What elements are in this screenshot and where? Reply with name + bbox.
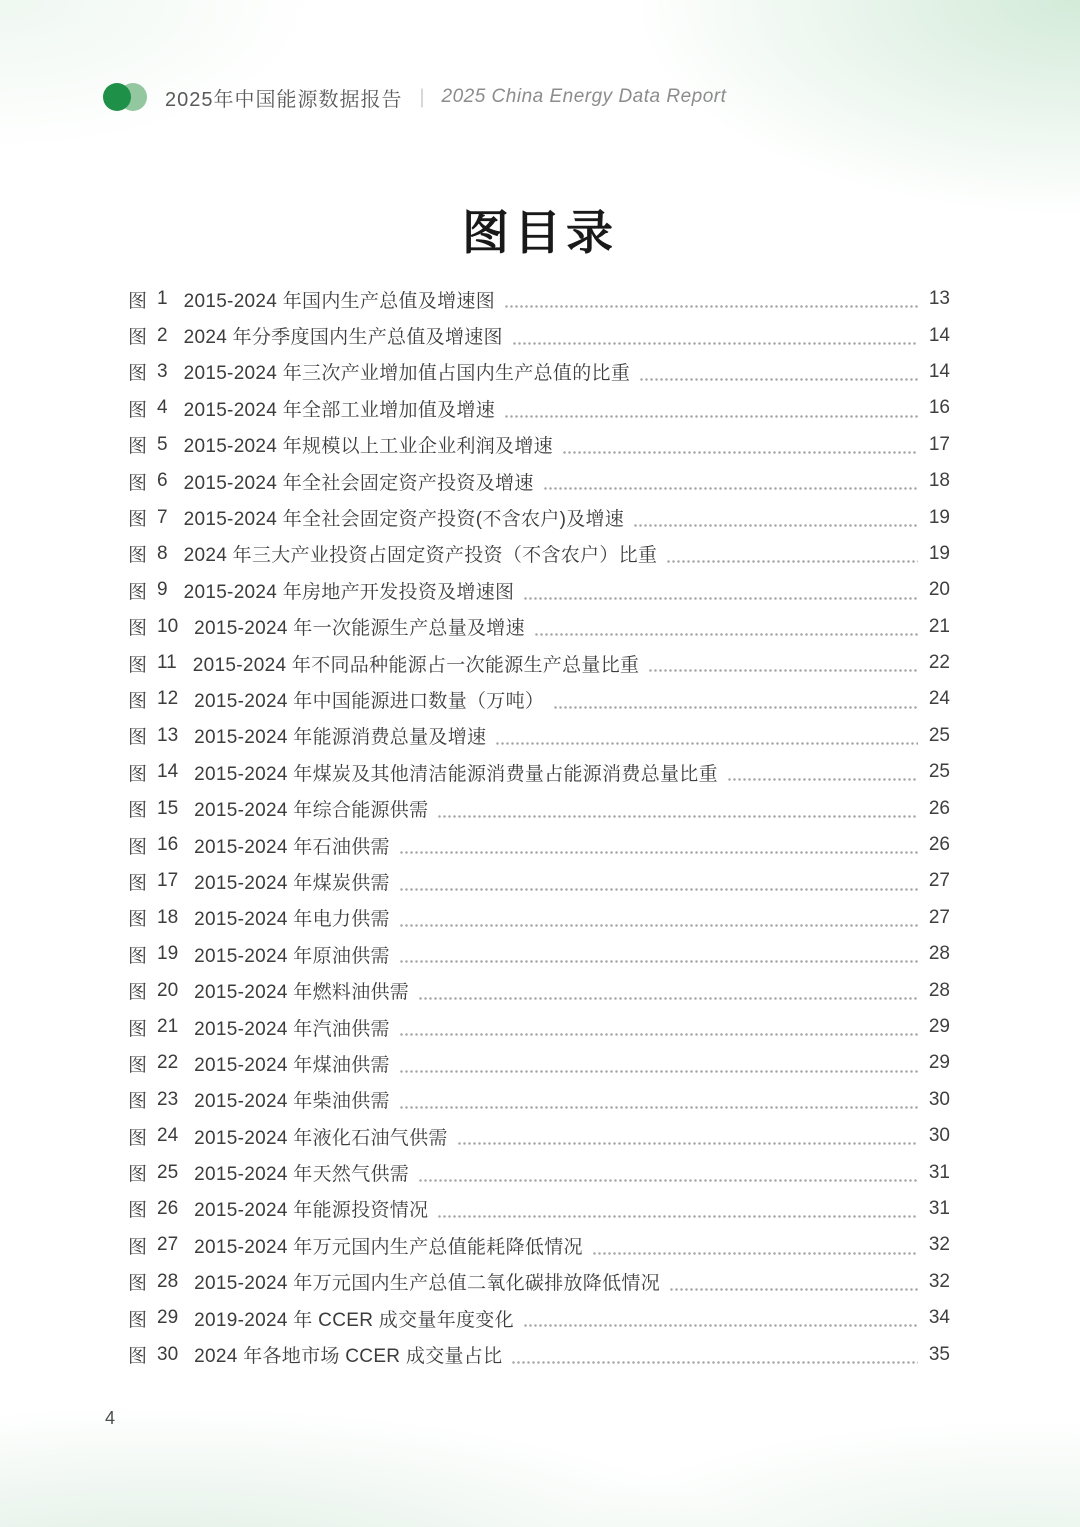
toc-entry-page: 19: [928, 542, 950, 564]
report-title-zh: 2025年中国能源数据报告: [165, 88, 403, 111]
toc-dot-leader: [390, 863, 922, 899]
toc-entry-page: 31: [928, 1161, 950, 1183]
toc-entry-title: 2024 年三大产业投资占固定资产投资（不含农户）比重: [183, 545, 658, 567]
toc-entry[interactable]: [128, 1300, 950, 1336]
toc-entry-number: 17: [157, 870, 179, 892]
toc-entry-page: 30: [928, 1125, 950, 1147]
toc-entry[interactable]: [128, 1336, 950, 1372]
toc-entry[interactable]: [128, 390, 950, 426]
toc-dot-leader: [657, 536, 922, 572]
toc-entry-prefix: 图: [128, 472, 148, 494]
toc-entry-number: 27: [157, 1234, 179, 1256]
toc-entry-title: 2015-2024 年一次能源生产总量及增速: [194, 618, 525, 640]
toc-entry[interactable]: [128, 463, 950, 499]
toc-dot-leader: [583, 1227, 922, 1263]
toc-entry-title: 2024 年分季度国内生产总值及增速图: [183, 327, 503, 349]
toc-entry-page: 14: [928, 360, 950, 382]
toc-entry-page: 19: [928, 506, 950, 528]
toc-entry-page: 27: [928, 906, 950, 928]
toc-entry-title: 2015-2024 年三次产业增加值占国内生产总值的比重: [183, 363, 631, 385]
toc-entry-title: 2015-2024 年煤炭供需: [194, 872, 390, 894]
toc-entry-page: 14: [928, 324, 950, 346]
toc-entry-prefix: 图: [128, 800, 148, 822]
toc-entry-page: 35: [928, 1343, 950, 1365]
toc-entry-page: 31: [928, 1197, 950, 1219]
toc-dot-leader: [514, 572, 922, 608]
toc-entry-page: 27: [928, 870, 950, 892]
toc-entry-number: 26: [157, 1197, 179, 1219]
toc-dot-leader: [630, 354, 922, 390]
toc-entry-page: 24: [928, 688, 950, 710]
toc-entry-number: 25: [157, 1161, 179, 1183]
brand-logo-icon: [103, 82, 149, 112]
toc-dot-leader: [718, 754, 922, 790]
toc-entry-number: 2: [157, 324, 168, 346]
toc-dot-leader: [409, 1154, 922, 1190]
toc-entry-prefix: 图: [128, 1164, 148, 1186]
toc-dot-leader: [390, 1009, 922, 1045]
toc-dot-leader: [390, 827, 922, 863]
toc-entry-prefix: 图: [128, 945, 148, 967]
toc-entry-title: 2015-2024 年规模以上工业企业利润及增速: [183, 436, 553, 458]
toc-entry-prefix: 图: [128, 399, 148, 421]
toc-entry-prefix: 图: [128, 1346, 148, 1368]
toc-entry-page: 29: [928, 1052, 950, 1074]
report-title-en: 2025 China Energy Data Report: [441, 86, 727, 107]
toc-entry-title: 2015-2024 年液化石油气供需: [194, 1127, 448, 1149]
toc-entry-number: 10: [157, 615, 179, 637]
toc-entry-number: 11: [157, 652, 177, 674]
page-title: 图目录: [462, 206, 618, 259]
toc-entry-title: 2015-2024 年煤炭及其他清洁能源消费量占能源消费总量比重: [194, 763, 718, 785]
toc-dot-leader: [514, 1300, 922, 1336]
toc-dot-leader: [428, 1191, 922, 1227]
toc-entry[interactable]: [128, 827, 950, 863]
toc-entry-prefix: 图: [128, 1309, 148, 1331]
toc-entry-title: 2015-2024 年原油供需: [194, 945, 390, 967]
toc-entry-prefix: 图: [128, 763, 148, 785]
toc-dot-leader: [624, 499, 922, 535]
toc-entry-prefix: 图: [128, 690, 148, 712]
toc-entry-number: 7: [157, 506, 168, 528]
toc-entry[interactable]: [128, 790, 950, 826]
toc-dot-leader: [495, 390, 922, 426]
toc-entry[interactable]: [128, 1154, 950, 1190]
toc-entry-prefix: 图: [128, 509, 148, 531]
toc-entry-title: 2015-2024 年汽油供需: [194, 1018, 390, 1040]
toc-entry-title: 2015-2024 年国内生产总值及增速图: [183, 290, 496, 312]
toc-entry-number: 9: [157, 579, 168, 601]
toc-dot-leader: [534, 463, 922, 499]
toc-entry-page: 18: [928, 470, 950, 492]
toc-entry-page: 29: [928, 1016, 950, 1037]
toc-entry[interactable]: [128, 754, 950, 790]
toc-entry-title: 2015-2024 年不同品种能源占一次能源生产总量比重: [192, 654, 640, 676]
toc-entry-number: 16: [157, 834, 179, 856]
toc-dot-leader: [544, 681, 922, 717]
toc-entry-prefix: 图: [128, 1054, 148, 1076]
toc-dot-leader: [503, 317, 922, 353]
toc-entry-title: 2015-2024 年全部工业增加值及增速: [183, 399, 496, 421]
toc-entry-prefix: 图: [128, 654, 148, 676]
toc-dot-leader: [525, 609, 922, 645]
toc-dot-leader: [390, 1082, 922, 1118]
toc-entry-title: 2015-2024 年能源投资情况: [194, 1200, 429, 1222]
toc-entry-number: 8: [157, 542, 168, 564]
toc-entry[interactable]: [128, 609, 950, 645]
toc-entry-number: 23: [157, 1088, 179, 1110]
toc-entry[interactable]: [128, 1191, 950, 1227]
toc-dot-leader: [495, 281, 922, 317]
toc-dot-leader: [390, 936, 922, 972]
toc-entry-title: 2015-2024 年房地产开发投资及增速图: [183, 581, 515, 603]
toc-entry-number: 22: [157, 1052, 179, 1074]
toc-entry[interactable]: [128, 645, 950, 681]
toc-entry-prefix: 图: [128, 363, 148, 385]
toc-entry[interactable]: [128, 572, 950, 608]
toc-entry-number: 3: [157, 360, 168, 382]
toc-entry[interactable]: [128, 718, 950, 754]
toc-entry[interactable]: [128, 1082, 950, 1118]
toc-entry-prefix: 图: [128, 436, 148, 458]
toc-dot-leader: [486, 718, 922, 754]
toc-entry-title: 2015-2024 年石油供需: [194, 836, 390, 858]
toc-entry[interactable]: [128, 1264, 950, 1300]
toc-entry-number: 18: [157, 906, 179, 928]
toc-dot-leader: [390, 900, 922, 936]
toc-entry-title: 2015-2024 年天然气供需: [194, 1164, 410, 1186]
toc-entry[interactable]: [128, 427, 950, 463]
toc-entry-page: 26: [928, 797, 950, 819]
toc-entry[interactable]: [128, 863, 950, 899]
toc-entry[interactable]: [128, 972, 950, 1008]
toc-entry-page: 28: [928, 979, 950, 1001]
toc-entry-prefix: 图: [128, 327, 148, 349]
toc-entry-title: 2015-2024 年全社会固定资产投资及增速: [183, 472, 534, 494]
toc-entry[interactable]: [128, 499, 950, 535]
toc-entry[interactable]: [128, 354, 950, 390]
toc-entry-number: 14: [157, 761, 179, 783]
toc-entry-page: 17: [928, 433, 950, 455]
toc-entry-title: 2015-2024 年综合能源供需: [194, 800, 429, 822]
toc-entry-prefix: 图: [128, 836, 148, 858]
toc-entry-prefix: 图: [128, 545, 148, 567]
toc-dot-leader: [428, 790, 922, 826]
page-number: 4: [105, 1408, 116, 1428]
toc-dot-leader: [409, 972, 922, 1008]
toc-entry-prefix: 图: [128, 872, 148, 894]
toc-entry-title: 2015-2024 年中国能源进口数量（万吨）: [194, 690, 545, 712]
header-separator: ｜: [412, 88, 432, 110]
toc-entry-number: 4: [157, 397, 168, 419]
toc-entry-page: 34: [928, 1307, 950, 1329]
toc-entry-prefix: 图: [128, 581, 148, 603]
toc-entry-title: 2024 年各地市场 CCER 成交量占比: [194, 1346, 503, 1368]
toc-entry-title: 2015-2024 年全社会固定资产投资(不含农户)及增速: [183, 509, 625, 531]
toc-entry-page: 22: [928, 652, 950, 674]
toc-entry-prefix: 图: [128, 727, 148, 749]
toc-entry-title: 2015-2024 年万元国内生产总值二氧化碳排放降低情况: [194, 1273, 660, 1295]
toc-entry-prefix: 图: [128, 1018, 148, 1040]
toc-dot-leader: [639, 645, 922, 681]
toc-entry-title: 2015-2024 年煤油供需: [194, 1054, 390, 1076]
toc-entry-number: 1: [157, 288, 168, 310]
toc-entry[interactable]: [128, 1045, 950, 1081]
toc-entry-number: 28: [157, 1270, 179, 1292]
report-header: [103, 82, 977, 112]
toc-entry-number: 29: [157, 1307, 179, 1329]
toc-dot-leader: [390, 1045, 922, 1081]
toc-dot-leader: [660, 1264, 922, 1300]
toc-entry[interactable]: [128, 900, 950, 936]
toc-entry[interactable]: [128, 1009, 950, 1045]
toc-entry-title: 2015-2024 年能源消费总量及增速: [194, 727, 487, 749]
logo-circle-dark: [103, 83, 131, 111]
toc-entry-number: 24: [157, 1125, 179, 1147]
toc-entry[interactable]: [128, 536, 950, 572]
toc-dot-leader: [502, 1336, 922, 1372]
toc-entry-page: 28: [928, 943, 950, 965]
toc-entry-number: 13: [157, 724, 179, 746]
toc-entry[interactable]: [128, 317, 950, 353]
toc-entry-page: 32: [928, 1234, 950, 1256]
toc-entry-page: 25: [928, 761, 950, 783]
toc-dot-leader: [553, 427, 922, 463]
toc-entry-number: 20: [157, 979, 179, 1001]
toc-entry-prefix: 图: [128, 290, 148, 312]
toc-entry[interactable]: [128, 1227, 950, 1263]
toc-entry-title: 2015-2024 年燃料油供需: [194, 982, 410, 1004]
toc-entry-page: 30: [928, 1088, 950, 1110]
toc-entry-title: 2015-2024 年万元国内生产总值能耗降低情况: [194, 1236, 583, 1258]
toc-entry-number: 15: [157, 797, 179, 819]
toc-entry[interactable]: [128, 281, 950, 317]
toc-entry-number: 6: [157, 470, 168, 492]
toc-entry-prefix: 图: [128, 1091, 148, 1113]
toc-entry-page: 20: [928, 579, 950, 601]
toc-dot-leader: [448, 1118, 922, 1154]
toc-entry-number: 19: [157, 943, 179, 965]
toc-entry-number: 21: [157, 1016, 179, 1037]
toc-entry-prefix: 图: [128, 909, 148, 931]
toc-entry-title: 2015-2024 年柴油供需: [194, 1091, 390, 1113]
toc-entry[interactable]: [128, 1118, 950, 1154]
toc-entry-page: 25: [928, 724, 950, 746]
toc-entry-page: 32: [928, 1270, 950, 1292]
toc-entry-prefix: 图: [128, 1200, 148, 1222]
toc-entry-number: 30: [157, 1343, 179, 1365]
toc-entry-page: 16: [928, 397, 950, 419]
toc-entry-prefix: 图: [128, 982, 148, 1004]
toc-entry-number: 12: [157, 688, 179, 710]
toc-entry[interactable]: [128, 681, 950, 717]
toc-entry-number: 5: [157, 433, 168, 455]
toc-entry-prefix: 图: [128, 1273, 148, 1295]
toc-entry-page: 26: [928, 834, 950, 856]
toc-entry-page: 13: [928, 288, 950, 310]
toc-entry-prefix: 图: [128, 1236, 148, 1258]
toc-entry-prefix: 图: [128, 618, 148, 640]
toc-entry-prefix: 图: [128, 1127, 148, 1149]
toc-entry[interactable]: [128, 936, 950, 972]
figure-toc-list: [128, 281, 950, 1373]
toc-entry-page: 21: [928, 615, 950, 637]
toc-entry-title: 2015-2024 年电力供需: [194, 909, 390, 931]
toc-entry-title: 2019-2024 年 CCER 成交量年度变化: [194, 1309, 514, 1331]
